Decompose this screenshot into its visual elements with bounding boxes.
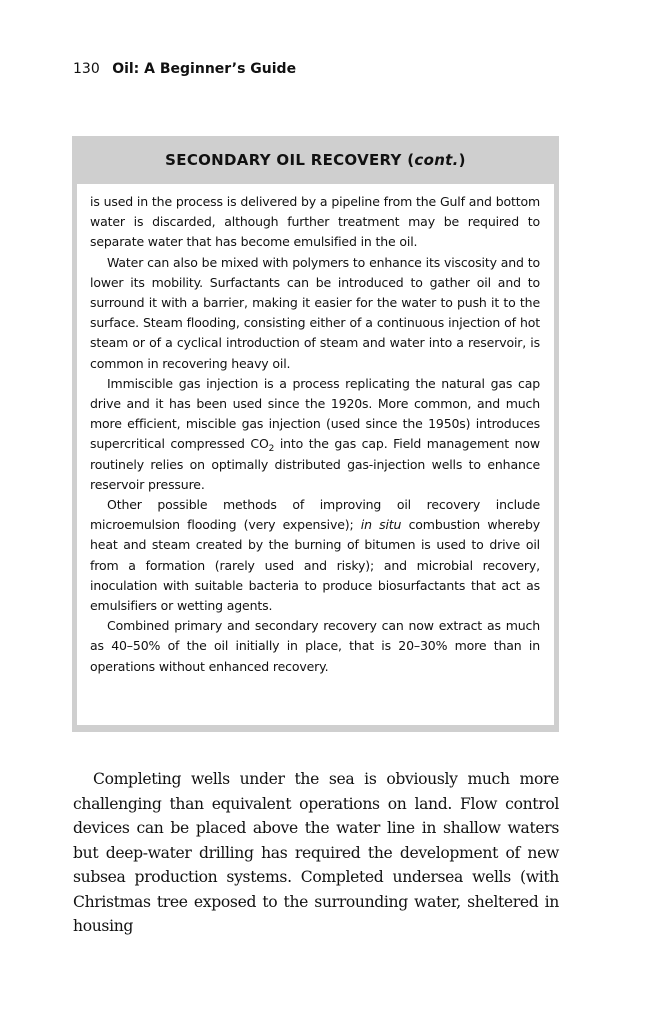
sidebar-paragraph-1: is used in the process is delivered by a pipeline from the Gulf and bottom water is discarded, although further treatment may be required to separate water that has become emulsified in the oil. bbox=[90, 194, 540, 250]
sidebar-box-title-main: SECONDARY OIL RECOVERY ( bbox=[165, 151, 415, 169]
sidebar-paragraph-3 bbox=[90, 374, 540, 495]
sidebar-paragraph-5: Combined primary and secondary recovery can now extract as much as 40–50% of the oil initially in place, that is 20–30% more than in operations without enhanced recovery. bbox=[90, 618, 540, 674]
sidebar-paragraph-4-text-a: Other possible methods of improving oil recovery include microemulsion flooding (very expensive); bbox=[90, 497, 540, 533]
page-number: 130 bbox=[73, 61, 100, 77]
sidebar-paragraph-2: Water can also be mixed with polymers to enhance its viscosity and to lower its mobility. Surfactants can be introduced to gather oil and to surround it with a barrier, making it easier for the water to push it to the surface. Steam flooding, consisting either of a continuous injection of hot steam or of a cyclical introduction of steam and water into a reservoir, is common in recovering heavy oil. bbox=[90, 254, 540, 371]
sidebar-paragraph-3-text-a: Immiscible gas injection is a process replicating the natural gas cap drive and it has been used since the 1920s. More common, and much more efficient, miscible gas injection (used since the 1950s) introduces supercritical compressed CO bbox=[90, 375, 540, 452]
sidebar-box-title-close: ) bbox=[458, 151, 466, 169]
sidebar-paragraph-4-italic: in situ bbox=[360, 517, 402, 533]
sidebar-paragraph-3-text-b: into the gas cap. Field management now routinely relies on optimally distributed gas-injection wells to enhance reservoir pressure. bbox=[90, 436, 540, 492]
sidebar-box-title-italic: cont. bbox=[414, 151, 459, 169]
running-header bbox=[73, 59, 296, 79]
book-title: Oil: A Beginner’s Guide bbox=[112, 61, 297, 77]
sidebar-box-content bbox=[77, 184, 554, 725]
sidebar-paragraph-4 bbox=[90, 495, 540, 616]
body-paragraph: Completing wells under the sea is obviously much more challenging than equivalent operations on land. Flow control devices can be placed above the water line in shallow waters but deep-water drilling has required the development of new subsea production systems. Completed undersea wells (with Christmas tree exposed to the surrounding water, sheltered in housing bbox=[73, 770, 559, 935]
sidebar-box bbox=[72, 136, 559, 732]
sidebar-box-title bbox=[72, 150, 559, 170]
sidebar-paragraph-4-text-b: combustion whereby heat and steam created by the burning of bitumen is used to drive oil from a formation (rarely used and risky); and microbial recovery, inoculation with suitable bacteria to produce biosurfactants that act as emulsifiers or wetting agents. bbox=[90, 517, 540, 614]
co2-subscript: 2 bbox=[268, 444, 275, 455]
